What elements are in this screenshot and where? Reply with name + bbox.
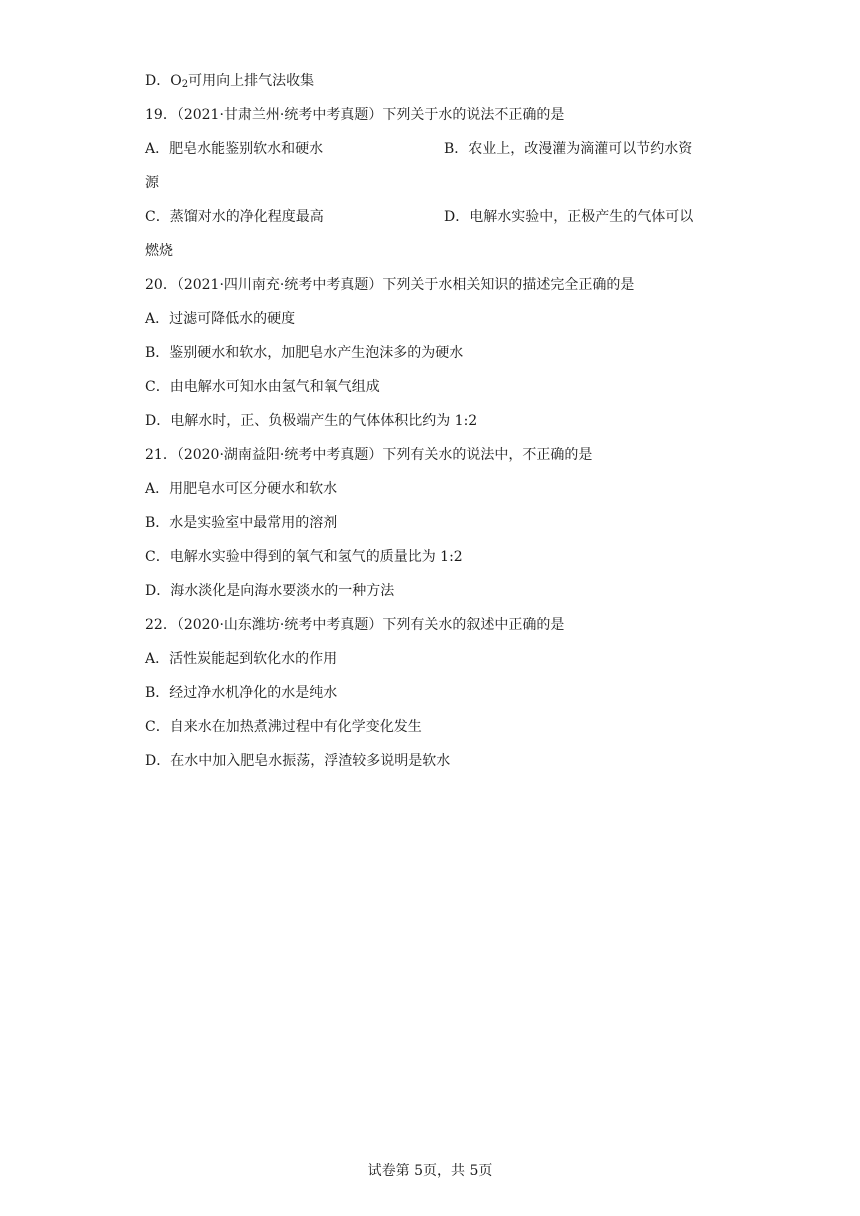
q18-option-d-subscript: 2 <box>181 79 189 90</box>
q18-option-d-text-rest: 可用向上排气法收集 <box>188 73 315 89</box>
q20-option-a: A．过滤可降低水的硬度 <box>145 311 296 327</box>
q19-option-d: D．电解水实验中，正极产生的气体可以 <box>444 209 694 225</box>
q19-option-a: A．肥皂水能鉴别软水和硬水 <box>145 141 324 157</box>
q22-option-d: D．在水中加入肥皂水振荡，浮渣较多说明是软水 <box>145 753 451 769</box>
q19-option-b-wrap: 源 <box>145 175 159 191</box>
q22-option-a: A．活性炭能起到软化水的作用 <box>145 651 338 667</box>
q19-option-c: C．蒸馏对水的净化程度最高 <box>145 209 324 225</box>
q18-option-d-text: D．O <box>145 73 182 89</box>
q21-option-b: B．水是实验室中最常用的溶剂 <box>145 515 338 531</box>
q22-option-c: C．自来水在加热煮沸过程中有化学变化发生 <box>145 719 422 735</box>
q20-stem: 20．（2021·四川南充·统考中考真题）下列关于水相关知识的描述完全正确的是 <box>145 277 635 293</box>
q22-option-b: B．经过净水机净化的水是纯水 <box>145 685 338 701</box>
q19-option-d-wrap: 燃烧 <box>145 243 173 259</box>
q21-option-a: A．用肥皂水可区分硬水和软水 <box>145 481 338 497</box>
q18-option-d <box>145 71 314 95</box>
q19-option-b: B．农业上，改漫灌为滴灌可以节约水资 <box>444 141 693 157</box>
q20-option-d: D．电解水时，正、负极端产生的气体体积比约为 1:2 <box>145 413 478 429</box>
page-footer: 试卷第 5页，共 5页 <box>367 1163 493 1179</box>
q22-stem: 22．（2020·山东潍坊·统考中考真题）下列有关水的叙述中正确的是 <box>145 617 565 633</box>
q20-option-b: B．鉴别硬水和软水，加肥皂水产生泡沫多的为硬水 <box>145 345 464 361</box>
q21-option-c: C．电解水实验中得到的氧气和氢气的质量比为 1:2 <box>145 549 463 565</box>
q20-option-c: C．由电解水可知水由氢气和氧气组成 <box>145 379 380 395</box>
q21-stem: 21．（2020·湖南益阳·统考中考真题）下列有关水的说法中，不正确的是 <box>145 447 593 463</box>
q19-stem: 19．（2021·甘肃兰州·统考中考真题）下列关于水的说法不正确的是 <box>145 107 565 123</box>
q21-option-d: D．海水淡化是向海水要淡水的一种方法 <box>145 583 395 599</box>
